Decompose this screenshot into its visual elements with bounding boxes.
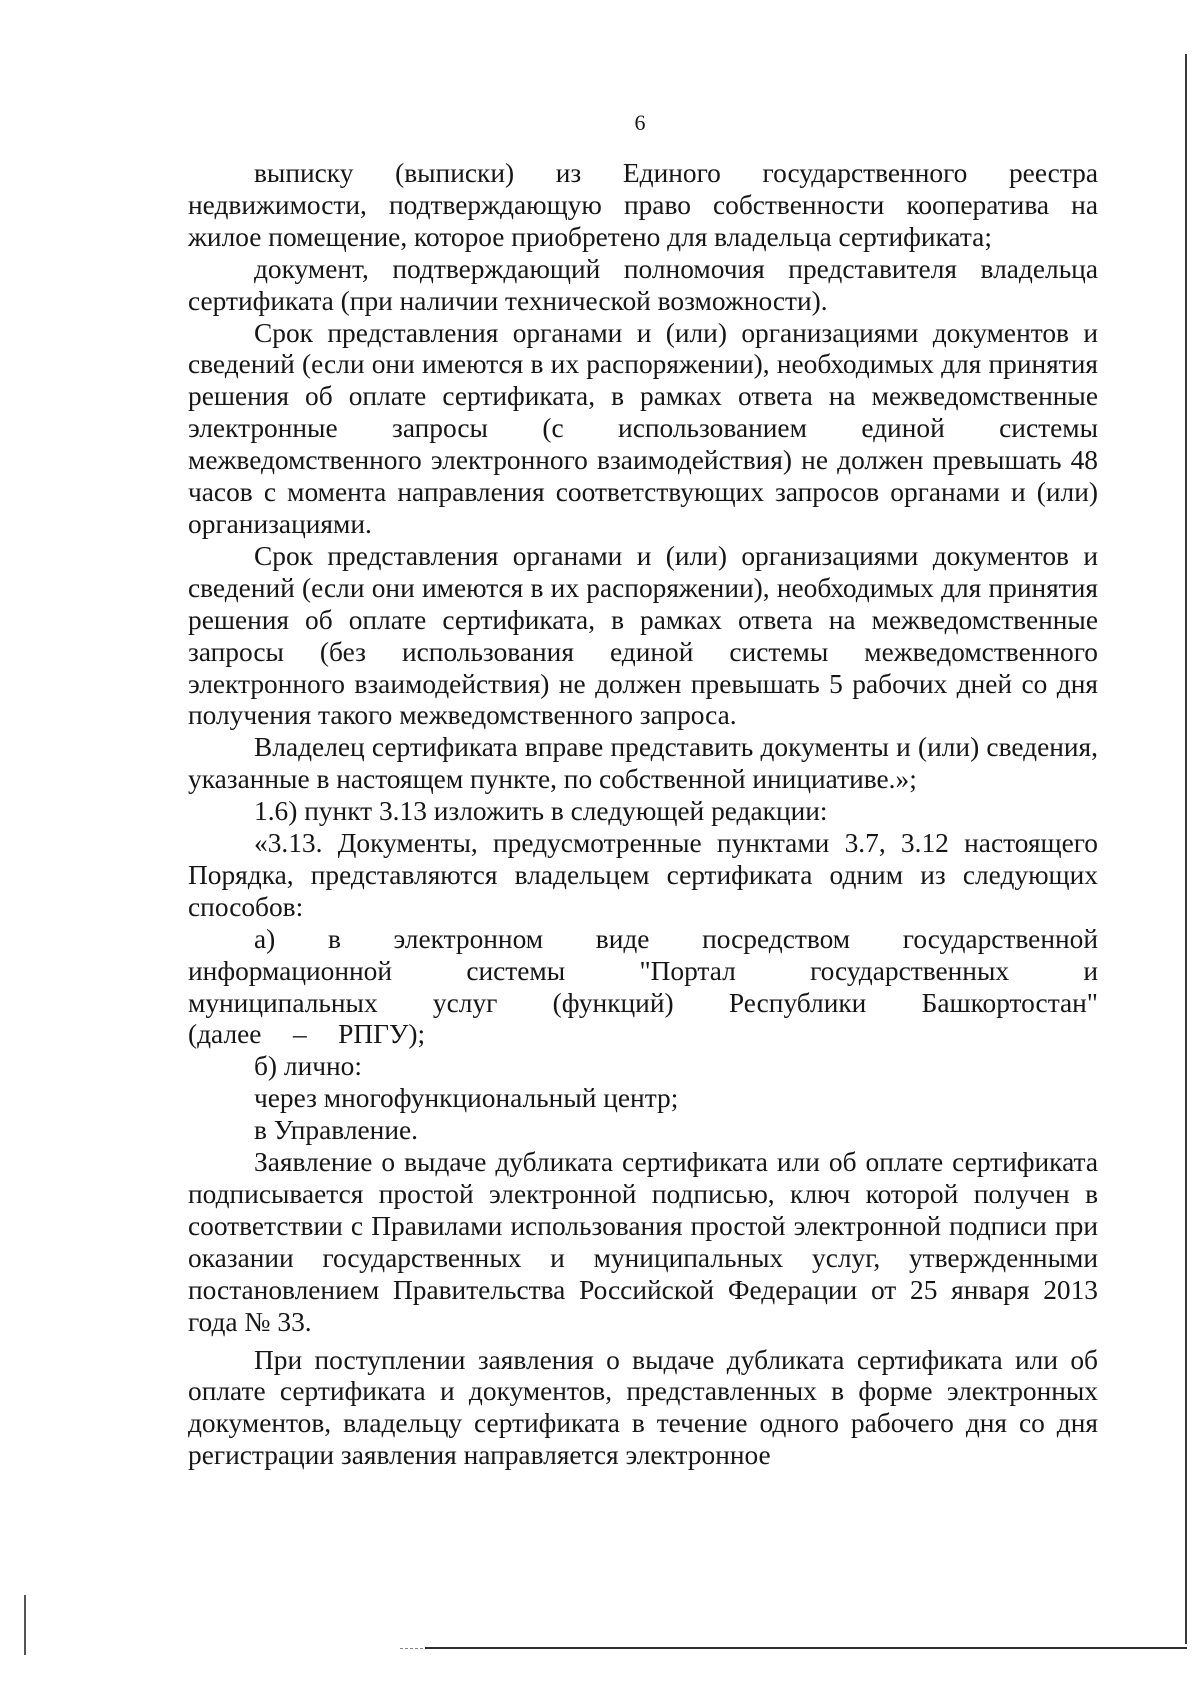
paragraph-electronic-request-deadline: Срок представления органами и (или) организациями документов и сведений (если они имеются в их распоряжении), необходимых для принятия решения об оплате сертификата, в рамках ответа на межведомственные электронные запросы (с использованием единой системы межведомственного электронного взаимодействия) не должен превышать 48 часов с момента направления соответствующих запросов органами и (или) организациями. xyxy=(188,317,1098,539)
list-item-department: в Управление. xyxy=(254,1115,418,1146)
paragraph-representative-document: документ, подтверждающий полномочия представителя владельца сертификата (при наличии технической возможности). xyxy=(188,253,1098,316)
page-number: 6 xyxy=(634,110,646,135)
scan-edge-right xyxy=(1185,54,1187,1644)
scan-edge-left xyxy=(24,1595,26,1655)
paragraph-paper-request-deadline: Срок представления органами и (или) организациями документов и сведений (если они имеются в их распоряжении), необходимых для принятия решения об оплате сертификата, в рамках ответа на межведомственные запросы (без использования единой системы межведомственного электронного взаимодействия) не должен превышать 5 рабочих дней со дня получения такого межведомственного запроса. xyxy=(188,540,1098,731)
list-item-in-person: б) лично: xyxy=(254,1051,362,1082)
paragraph-extract-registry: выписку (выписки) из Единого государственного реестра недвижимости, подтверждающую право собственности кооператива на жилое помещение, которое приобретено для владельца сертификата; xyxy=(188,158,1098,252)
list-item-electronic: а) в электронном виде посредством государственной информационной системы "Портал государственных и муниципальных услуг (функций) Республики Башкортостан" (далее – РПГУ); xyxy=(188,923,1098,1050)
paragraph-electronic-signature: Заявление о выдаче дубликата сертификата или об оплате сертификата подписывается простой электронной подписью, ключ которой получен в соответствии с Правилами использования простой электронной подписи при оказании государственных и муниципальных услуг, утвержденными постановлением Правительства Российской Федерации от 25 января 2013 года № 33. xyxy=(188,1147,1098,1337)
paragraph-submission-methods: «3.13. Документы, предусмотренные пунктами 3.7, 3.12 настоящего Порядка, представляются владельцем сертификата одним из следующих способов: xyxy=(188,828,1098,922)
paragraph-amendment-3-13: 1.6) пункт 3.13 изложить в следующей редакции: xyxy=(254,796,828,827)
paragraph-receipt-notification: При поступлении заявления о выдаче дубликата сертификата или об оплате сертификата и документов, представленных в форме электронных документов, владельцу сертификата в течение одного рабочего дня со дня регистрации заявления направляется электронное xyxy=(188,1344,1098,1471)
scan-rule-dash xyxy=(400,1648,428,1650)
list-item-mfc: через многофункциональный центр; xyxy=(254,1083,679,1114)
scan-bottom-rule xyxy=(425,1647,1187,1649)
paragraph-owner-initiative: Владелец сертификата вправе представить документы и (или) сведения, указанные в настоящем пункте, по собственной инициативе.»; xyxy=(188,732,1098,795)
document-body xyxy=(188,158,1098,1472)
